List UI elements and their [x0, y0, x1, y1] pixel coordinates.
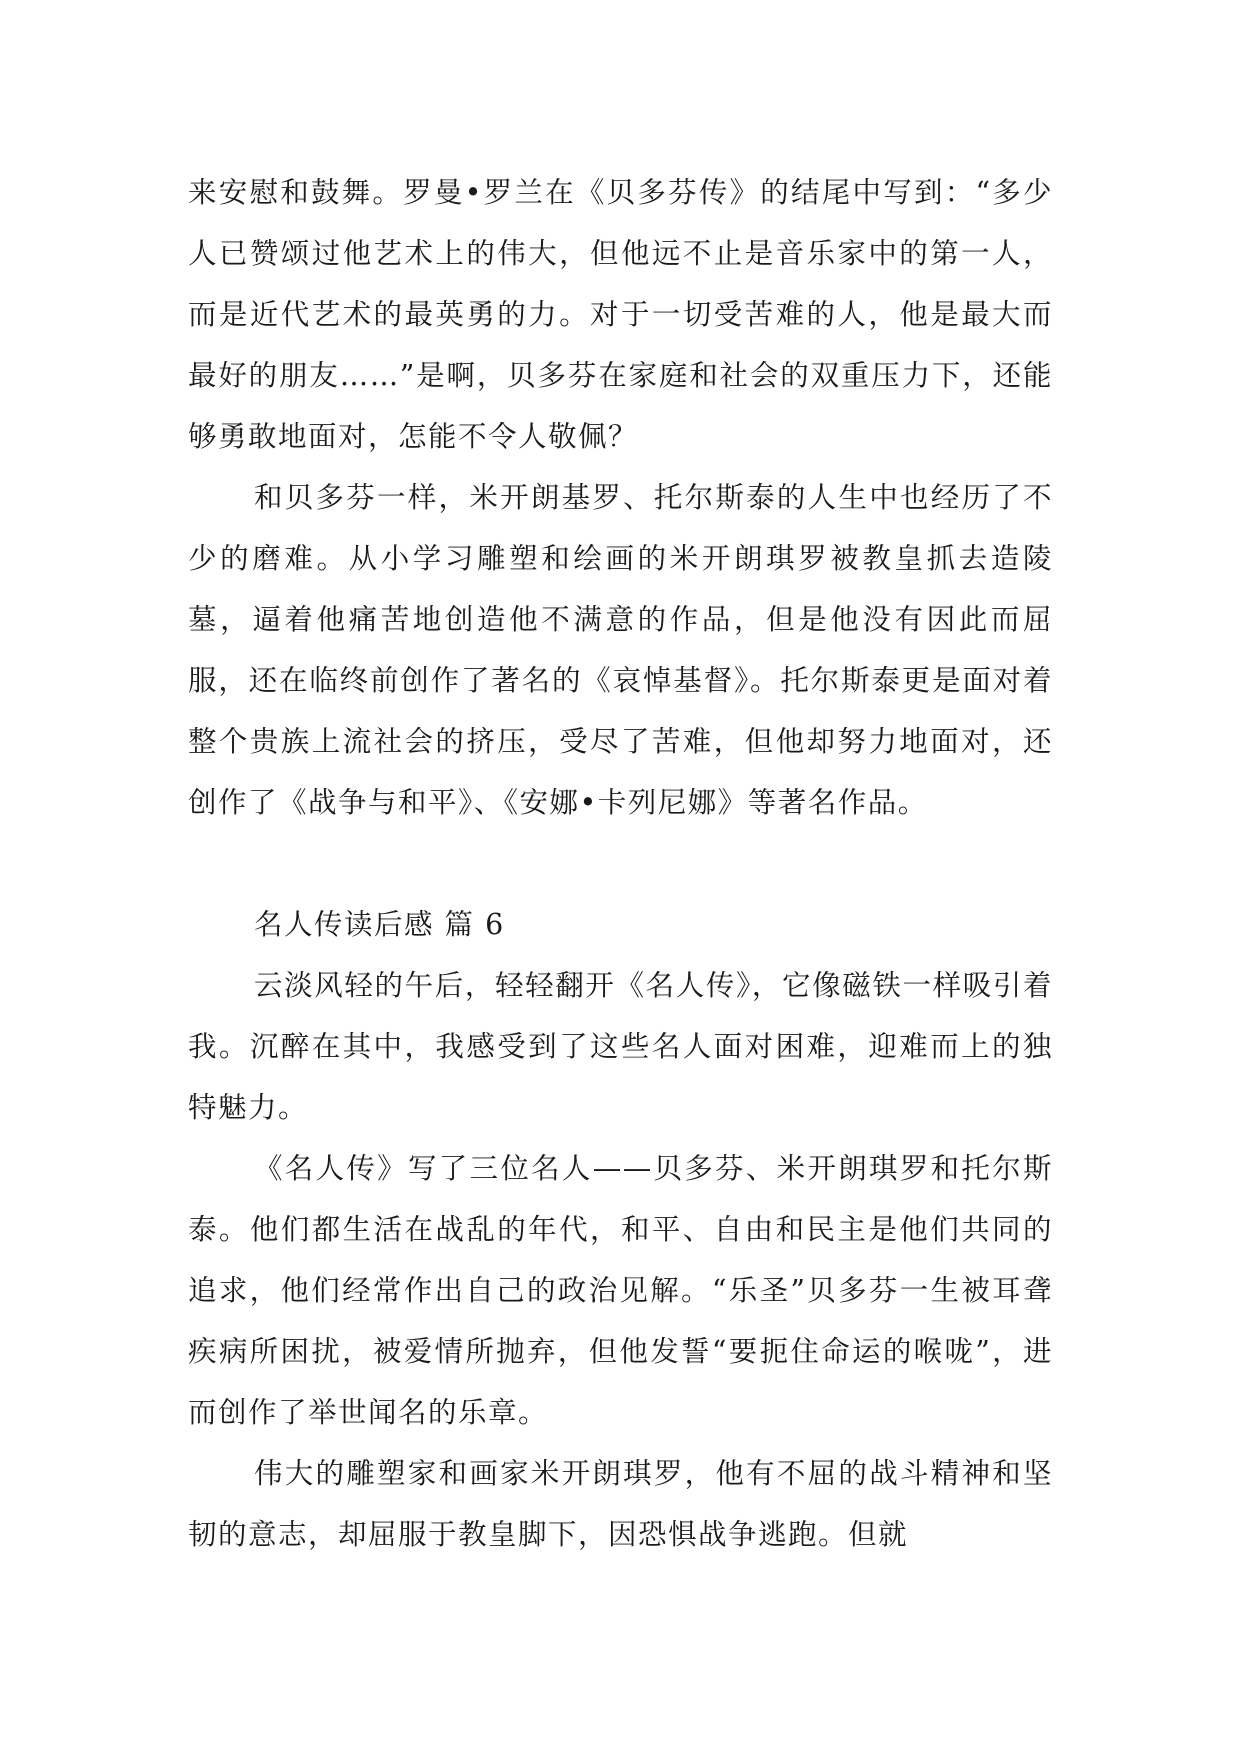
section-spacer [188, 833, 1053, 894]
paragraph-michelangelo: 伟大的雕塑家和画家米开朗琪罗，他有不屈的战斗精神和坚韧的意志，却屈服于教皇脚下，因恐惧战争逃跑。但就 [188, 1457, 1053, 1551]
paragraph-michelangelo-tolstoy: 和贝多芬一样，米开朗基罗、托尔斯泰的人生中也经历了不少的磨难。从小学习雕塑和绘画的米开朗琪罗被教皇抓去造陵墓，逼着他痛苦地创造他不满意的作品，但是他没有因此而屈服，还在临终前创作了著名的《哀悼基督》。托尔斯泰更是面对着整个贵族上流社会的挤压，受尽了苦难，但他却努力地面对，还创作了《战争与和平》、《安娜•卡列尼娜》等著名作品。 [188, 481, 1053, 819]
section-title: 名人传读后感 篇 6 [254, 908, 505, 941]
document-body [188, 162, 1053, 1565]
paragraph-continuation: 来安慰和鼓舞。罗曼•罗兰在《贝多芬传》的结尾中写到：“多少人已赞颂过他艺术上的伟大，但他远不止是音乐家中的第一人，而是近代艺术的最英勇的力。对于一切受苦难的人，他是最大而最好的朋友……”是啊，贝多芬在家庭和社会的双重压力下，还能够勇敢地面对，怎能不令人敬佩？ [188, 176, 1053, 453]
paragraph-three-figures: 《名人传》写了三位名人——贝多芬、米开朗琪罗和托尔斯泰。他们都生活在战乱的年代，和平、自由和民主是他们共同的追求，他们经常作出自己的政治见解。“乐圣”贝多芬一生被耳聋疾病所困扰，被爱情所抛弃，但他发誓“要扼住命运的喉咙”，进而创作了举世闻名的乐章。 [188, 1152, 1053, 1429]
paragraph-intro: 云淡风轻的午后，轻轻翻开《名人传》，它像磁铁一样吸引着我。沉醉在其中，我感受到了这些名人面对困难，迎难而上的独特魅力。 [188, 969, 1053, 1124]
